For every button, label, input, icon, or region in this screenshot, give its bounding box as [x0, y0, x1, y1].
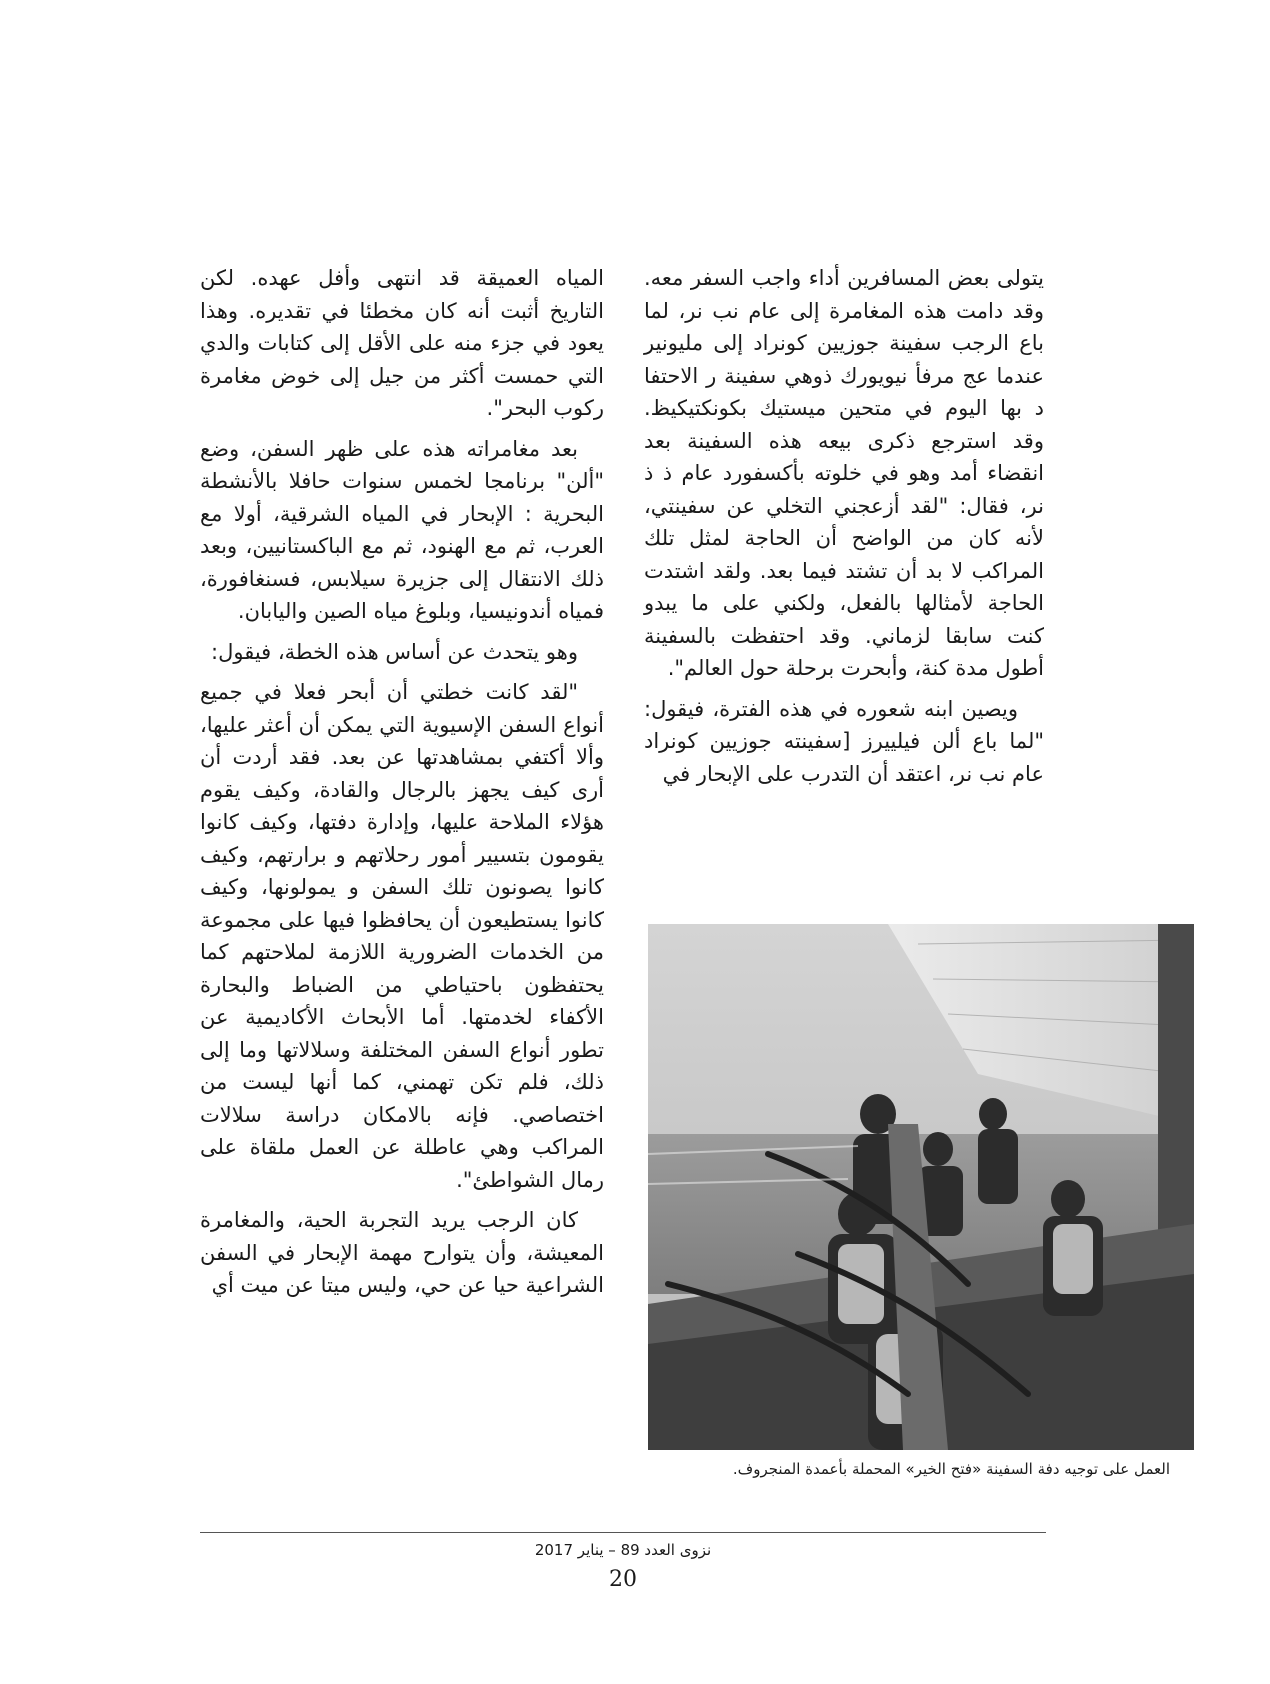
page-number: 20 — [609, 1567, 637, 1592]
body-paragraph: يتولى بعض المسافرين أداء واجب السفر معه. وقد دامت هذه المغامرة إلى عام نب نر، لما باع الرجب سفينة جوزيين كونراد إلى مليونير عندما عج مرفأ نيويورك ذوهي سفينة ر الاحتفا د بها اليوم في متحين ميستيك بكونكتيكيظ. وقد استرجع ذكرى بيعه هذه السفينة بعد انقضاء أمد وهو في خلوته بأكسفورد عام ذ ذ نر، فقال: "لقد أزعجني التخلي عن سفينتي، لأنه كان من الواضح أن الحاجة لمثل تلك المراكب لا بد أن تشتد فيما بعد. ولقد اشتدت الحاجة لأمثالها بالفعل، ولكني على ما يبدو كنت سابقا لزماني. وقد احتفظت بالسفينة أطول مدة كنة، وأبحرت برحلة حول العالم". — [644, 266, 1044, 680]
body-paragraph: وهو يتحدث عن أساس هذه الخطة، فيقول: — [211, 639, 578, 664]
body-paragraph: كان الرجب يريد التجربة الحية، والمغامرة المعيشة، وأن يتوارح مهمة الإبحار في السفن الشراعية حيا عن حي، وليس ميتا عن ميت أي — [200, 1208, 604, 1297]
body-paragraph: المياه العميقة قد انتهى وأفل عهده. لكن التاريخ أثبت أنه كان مخطئا في تقديره. وهذا يعود في جزء منه على الأقل إلى كتابات والدي التي حمست أكثر من جيل إلى خوض مغامرة ركوب البحر". — [200, 266, 604, 420]
body-paragraph: "لقد كانت خطتي أن أبحر فعلا في جميع أنواع السفن الإسيوية التي يمكن أن أعثر عليها، وألا أكتفي بمشاهدتها عن بعد. فقد أردت أن أرى كيف يجهز بالرجال والقادة، وكيف يقوم هؤلاء الملاحة عليها، وإدارة دفتها، وكيف كانوا يقومون بتسيير أمور رحلاتهم و برارتهم، وكيف كانوا يصونون تلك السفن و يمولونها، وكيف كانوا يستطيعون أن يحافظوا فيها على مجموعة من الخدمات الضرورية اللازمة لملاحتهم كما يحتفظون باحتياطي من الضباط والبحارة الأكفاء لخدمتها. أما الأبحاث الأكاديمية عن تطور أنواع السفن المختلفة وسلالاتها وما إلى ذلك، فلم تكن تهمني، كما أنها ليست من اختصاصي. فإنه بالامكان دراسة سلالات المراكب وهي عاطلة عن العمل ملقاة على رمال الشواطئ". — [200, 680, 604, 1192]
body-paragraph: ويصين ابنه شعوره في هذه الفترة، فيقول: "لما باع ألن فيلييرز [سفينته جوزيين كونراد عام نب نر، اعتقد أن التدرب على الإبحار في — [644, 696, 1044, 786]
body-paragraph: بعد مغامراته هذه على ظهر السفن، وضع "ألن" برنامجا لخمس سنوات حافلا بالأنشطة البحرية : الإبحار في المياه الشرقية، أولا مع العرب، ثم مع الهنود، ثم مع الباكستانيين، وبعد ذلك الانتقال إلى جزيرة سيلابس، فسنغافورة، فمياه أندونيسيا، وبلوغ مياه الصين واليابان. — [200, 436, 604, 623]
right-text-column — [644, 262, 1044, 798]
footer-issue-label: نزوى العدد 89 – يناير 2017 — [534, 1541, 712, 1559]
dhow-crew-photo — [648, 924, 1194, 1450]
left-text-column — [200, 262, 604, 1310]
photo-caption: العمل على توجيه دفة السفينة «فتح الخير» المحملة بأعمدة المنجروف. — [732, 1460, 1170, 1478]
footer-divider — [200, 1532, 1046, 1533]
